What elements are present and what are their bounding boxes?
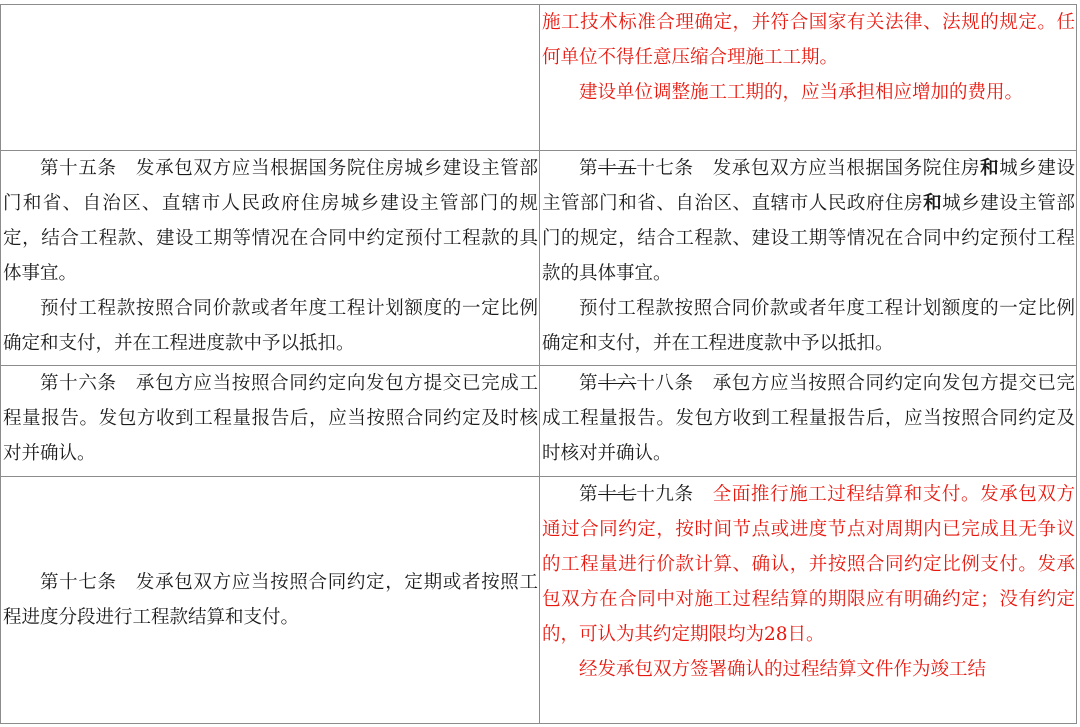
row4-right-cell — [540, 477, 1077, 724]
row1-left-cell — [1, 5, 540, 151]
inserted-article-number: 十七 — [636, 158, 675, 179]
row3-right-cell — [540, 366, 1077, 477]
deleted-article-number: 十五 — [598, 158, 637, 179]
row1-right-para1: 施工技术标准合理确定，并符合国家有关法律、法规的规定。任何单位不得任意压缩合理施工工期。 — [542, 12, 1075, 68]
inserted-article-number: 十九 — [636, 484, 675, 505]
table-row — [1, 151, 1077, 366]
deleted-article-number: 十七 — [598, 484, 637, 505]
row3-right-text: 条 承包方应当按照合同约定向发包方提交已完成工程量报告。发包方收到工程量报告后，应当按照合同约定及时核对并确认。 — [542, 373, 1075, 464]
table-row — [1, 5, 1077, 151]
table-row — [1, 477, 1077, 724]
row2-right-text-b: 城乡建设主管部门和省、自治区、直辖市人民政府住房 — [542, 158, 1075, 214]
row2-left-para1: 第十五条 发承包双方应当根据国务院住房城乡建设主管部门和省、自治区、直辖市人民政府住房城乡建设主管部门的规定，结合工程款、建设工期等情况在合同中约定预付工程款的具体事宜。 — [3, 158, 538, 284]
row3-right-para1 — [542, 366, 1075, 471]
row3-left-cell — [1, 366, 540, 477]
table-row — [1, 366, 1077, 477]
row1-right-cell — [540, 5, 1077, 151]
row4-right-inserted-text: 全面推行施工过程结算和支付。发承包双方通过合同约定，按时间节点或进度节点对周期内已完成且无争议的工程量进行价款计算、确认，并按照合同约定比例支付。发承包双方在合同中对施工过程结算的期限应有明确约定；没有约定的，可认为其约定期限均为28日。 — [542, 484, 1075, 645]
row2-right-cell — [540, 151, 1077, 366]
comparison-table — [0, 4, 1077, 724]
article-prefix: 第 — [579, 158, 599, 179]
row4-right-para2: 经发承包双方签署确认的过程结算文件作为竣工结 — [579, 659, 987, 680]
inserted-article-number: 十八 — [636, 373, 675, 394]
row2-right-text-a: 条 发承包双方应当根据国务院住房 — [674, 158, 981, 179]
row1-right-para2: 建设单位调整施工工期的，应当承担相应增加的费用。 — [579, 82, 1024, 103]
article-prefix: 第 — [579, 484, 599, 505]
deleted-article-number: 十六 — [598, 373, 637, 394]
row4-left-para1: 第十七条 发承包双方应当按照合同约定，定期或者按照工程进度分段进行工程款结算和支付。 — [3, 572, 538, 628]
row2-right-para1 — [542, 151, 1075, 291]
row4-right-para1 — [542, 477, 1075, 652]
row2-right-para2: 预付工程款按照合同价款或者年度工程计划额度的一定比例确定和支付，并在工程进度款中予以抵扣。 — [542, 298, 1075, 354]
row2-left-cell — [1, 151, 540, 366]
inserted-word: 和 — [980, 158, 1000, 179]
row2-left-para2: 预付工程款按照合同价款或者年度工程计划额度的一定比例确定和支付，并在工程进度款中予以抵扣。 — [3, 298, 538, 354]
row3-left-para1: 第十六条 承包方应当按照合同约定向发包方提交已完成工程量报告。发包方收到工程量报告后，应当按照合同约定及时核对并确认。 — [3, 373, 538, 464]
inserted-word: 和 — [923, 193, 943, 214]
article-suffix: 条 — [674, 484, 713, 505]
row2-right-text-c: 城乡建设主管部门的规定，结合工程款、建设工期等情况在合同中约定预付工程款的具体事宜。 — [542, 193, 1075, 284]
article-prefix: 第 — [579, 373, 599, 394]
row4-left-cell — [1, 477, 540, 724]
